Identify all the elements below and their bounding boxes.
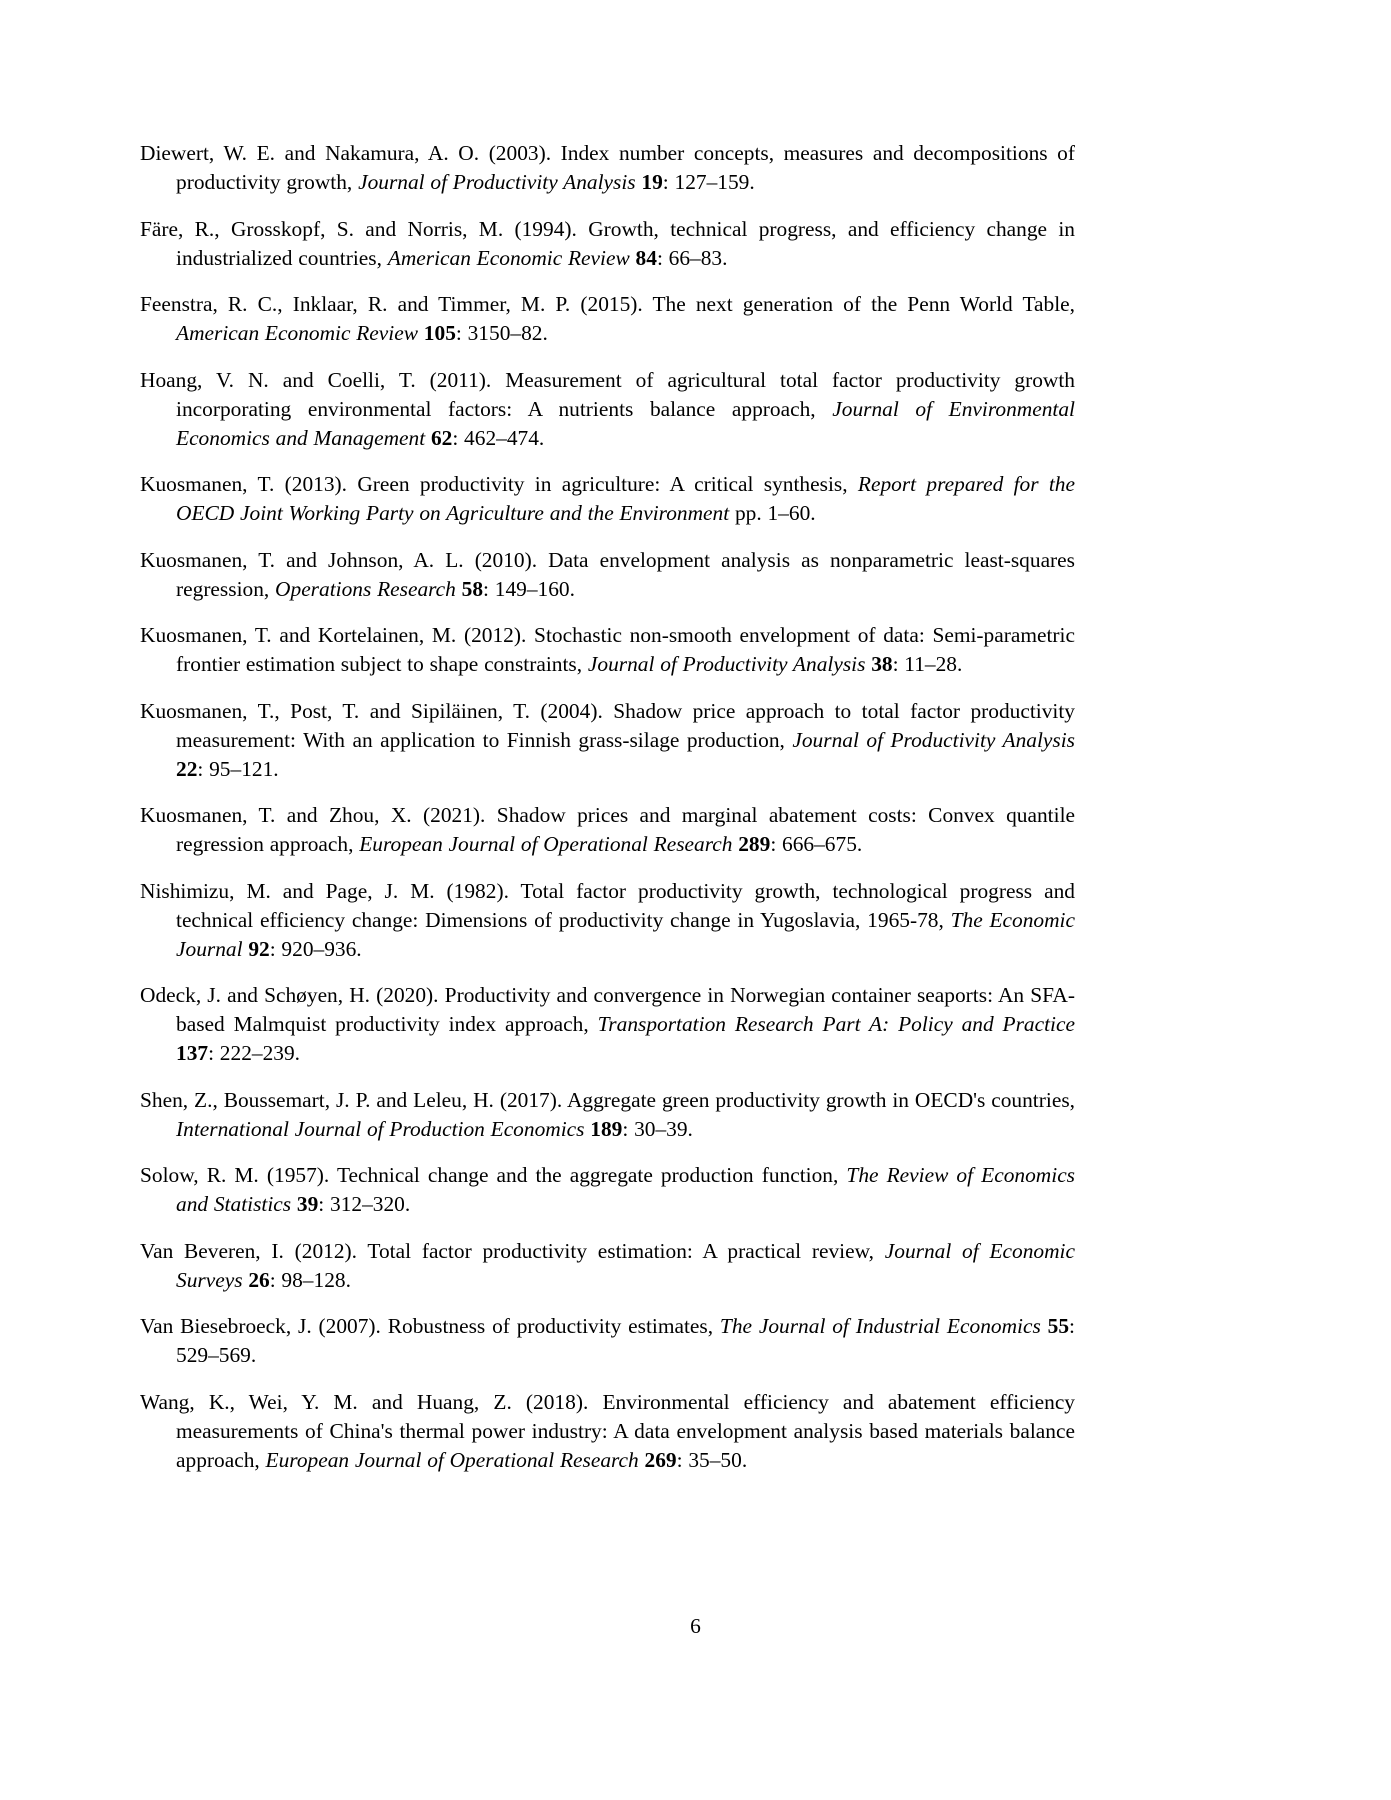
reference-volume: 269 (644, 1447, 677, 1472)
reference-pages: : 3150–82. (455, 321, 548, 345)
reference-year: (2013). (284, 472, 348, 496)
reference-authors: Kuosmanen, T. (140, 472, 275, 496)
reference-entry-van-beveren-2012 (140, 1237, 1075, 1295)
reference-year: (2015). (580, 292, 643, 316)
reference-title: Robustness of productivity estimates, (387, 1314, 714, 1338)
reference-year: (2010). (474, 547, 538, 572)
reference-volume: 189 (590, 1116, 623, 1141)
reference-authors: Feenstra, R. C., Inklaar, R. and Timmer, M. P. (140, 292, 571, 316)
reference-authors: Kuosmanen, T. and Zhou, X. (140, 803, 412, 827)
reference-authors: Nishimizu, M. and Page, J. M. (140, 878, 435, 903)
reference-entry-odeck-schoyen-2020 (140, 981, 1075, 1068)
reference-year: (2020). (376, 983, 439, 1007)
reference-pages: : 149–160. (483, 576, 575, 601)
reference-title: Measurement of agricultural total factor productivity growth incorporating environmental factors: A nutrients balance approach, (176, 367, 1075, 421)
reference-entry-kuosmanen-johnson-2010 (140, 546, 1075, 604)
reference-journal: American Economic Review (387, 245, 630, 270)
reference-pages: : 312–320. (318, 1192, 411, 1216)
reference-authors: Solow, R. M. (140, 1163, 259, 1187)
reference-authors: Shen, Z., Boussemart, J. P. and Leleu, H. (140, 1087, 494, 1112)
reference-volume: 26 (248, 1267, 270, 1292)
reference-authors: Kuosmanen, T. and Kortelainen, M. (140, 623, 457, 647)
reference-pages: : 666–675. (770, 832, 863, 856)
reference-entry-fare-grosskopf-norris-1994 (140, 215, 1075, 273)
reference-list (140, 139, 1075, 1475)
reference-entry-solow-1957 (140, 1161, 1075, 1219)
reference-authors: Van Biesebroeck, J. (140, 1314, 312, 1338)
reference-authors: Hoang, V. N. and Coelli, T. (140, 367, 416, 392)
reference-pages: : 462–474. (452, 425, 545, 450)
reference-volume: 38 (871, 652, 893, 676)
reference-volume: 19 (641, 170, 663, 194)
reference-entry-shen-boussemart-leleu-2017 (140, 1086, 1075, 1144)
reference-pages: : 98–128. (269, 1267, 351, 1292)
reference-title: Shadow prices and marginal abatement costs: Convex quantile regression approach, (176, 803, 1076, 856)
reference-entry-kuosmanen-2013 (140, 470, 1075, 528)
reference-authors: Odeck, J. and Schøyen, H. (140, 983, 371, 1007)
page-number: 6 (690, 1614, 701, 1638)
reference-title: Environmental efficiency and abatement efficiency measurements of China's thermal power industry: A data envelopment analysis based materials balance approach, (176, 1389, 1076, 1472)
reference-volume: 62 (430, 425, 453, 450)
reference-journal: European Journal of Operational Research (359, 832, 733, 856)
reference-journal: Report prepared for the OECD Joint Working Party on Agriculture and the Environment (176, 472, 1075, 525)
reference-title: Total factor productivity estimation: A practical review, (367, 1238, 874, 1263)
reference-journal: Operations Research (275, 576, 456, 601)
reference-entry-wang-wei-huang-2018 (140, 1388, 1075, 1475)
reference-authors: Van Beveren, I. (140, 1238, 284, 1263)
reference-year: (1994). (514, 216, 577, 241)
reference-year: (2018). (525, 1389, 589, 1414)
reference-year: (2011). (429, 367, 492, 392)
reference-title: Stochastic non-smooth envelopment of data: Semi-parametric frontier estimation subject to shape constraints, (176, 623, 1075, 676)
reference-title: Aggregate green productivity growth in OECD's countries, (566, 1087, 1075, 1112)
reference-authors: Färe, R., Grosskopf, S. and Norris, M. (140, 216, 504, 241)
reference-journal: The Economic Journal (176, 907, 1075, 961)
reference-journal: Journal of Productivity Analysis (358, 170, 636, 194)
reference-year: (2021). (423, 803, 486, 827)
reference-volume: 22 (176, 756, 198, 781)
reference-entry-feenstra-inklaar-timmer-2015 (140, 290, 1075, 348)
reference-volume: 105 (423, 321, 456, 345)
reference-pages: : 11–28. (892, 652, 963, 676)
reference-pages: : 529–569. (176, 1314, 1075, 1367)
reference-entry-nishimizu-page-1982 (140, 877, 1075, 964)
reference-pages: pp. 1–60. (734, 501, 816, 525)
reference-entry-diewert-nakamura-2003 (140, 139, 1075, 197)
reference-year: (2017). (499, 1087, 563, 1112)
reference-pages: : 35–50. (676, 1447, 748, 1472)
reference-pages: : 222–239. (208, 1041, 301, 1065)
reference-authors: Kuosmanen, T., Post, T. and Sipiläinen, T. (140, 698, 530, 723)
reference-entry-kuosmanen-zhou-2021 (140, 801, 1075, 859)
reference-pages: : 95–121. (197, 756, 279, 781)
reference-year: (1982). (446, 878, 509, 903)
reference-volume: 58 (461, 576, 484, 601)
reference-journal: European Journal of Operational Research (265, 1447, 639, 1472)
reference-title: Total factor productivity growth, technological progress and technical efficiency change: Dimensions of productivity change in Yugoslavia, 1965-78, (176, 878, 1075, 932)
reference-title: Shadow price approach to total factor productivity measurement: With an application to Finnish grass-silage production, (176, 698, 1076, 752)
reference-volume: 92 (248, 936, 270, 961)
reference-year: (1957). (266, 1163, 330, 1187)
reference-year: (2007). (318, 1314, 381, 1338)
reference-year: (2003). (488, 141, 552, 165)
reference-title: Productivity and convergence in Norwegian container seaports: An SFA-based Malmquist productivity index approach, (176, 983, 1075, 1036)
reference-volume: 289 (738, 832, 771, 856)
reference-title: Technical change and the aggregate production function, (336, 1163, 839, 1187)
reference-entry-van-biesebroeck-2007 (140, 1312, 1075, 1370)
reference-journal: Journal of Productivity Analysis (587, 652, 866, 676)
reference-volume: 39 (296, 1192, 319, 1216)
reference-authors: Diewert, W. E. and Nakamura, A. O. (140, 141, 480, 165)
reference-title: Index number concepts, measures and decompositions of productivity growth, (176, 141, 1075, 194)
reference-volume: 137 (176, 1041, 209, 1065)
reference-title: The next generation of the Penn World Table, (652, 292, 1075, 316)
reference-journal: International Journal of Production Economics (176, 1116, 585, 1141)
reference-authors: Wang, K., Wei, Y. M. and Huang, Z. (140, 1389, 512, 1414)
reference-volume: 84 (635, 245, 657, 270)
reference-pages: : 30–39. (622, 1116, 693, 1141)
reference-year: (2012). (463, 623, 527, 647)
reference-pages: : 920–936. (269, 936, 362, 961)
reference-journal: American Economic Review (176, 321, 419, 345)
reference-journal: The Journal of Industrial Economics (719, 1314, 1041, 1338)
reference-journal: Transportation Research Part A: Policy and Practice (597, 1012, 1075, 1036)
reference-journal: Journal of Economic Surveys (176, 1238, 1075, 1292)
reference-title: Growth, technical progress, and efficiency change in industrialized countries, (176, 216, 1075, 270)
reference-title: Data envelopment analysis as nonparametric least-squares regression, (176, 547, 1076, 601)
reference-entry-hoang-coelli-2011 (140, 366, 1075, 453)
reference-year: (2004). (540, 698, 603, 723)
reference-title: Green productivity in agriculture: A critical synthesis, (357, 472, 848, 496)
reference-entry-kuosmanen-post-sipilainen-2004 (140, 697, 1075, 784)
reference-year: (2012). (294, 1238, 358, 1263)
reference-entry-kuosmanen-kortelainen-2012 (140, 621, 1075, 679)
reference-authors: Kuosmanen, T. and Johnson, A. L. (140, 547, 464, 572)
reference-journal: Journal of Productivity Analysis (792, 727, 1075, 752)
reference-pages: : 66–83. (656, 245, 728, 270)
reference-journal: The Review of Economics and Statistics (176, 1163, 1076, 1216)
reference-volume: 55 (1047, 1314, 1070, 1338)
reference-journal: Journal of Environmental Economics and Management (176, 396, 1076, 450)
reference-pages: : 127–159. (662, 170, 755, 194)
